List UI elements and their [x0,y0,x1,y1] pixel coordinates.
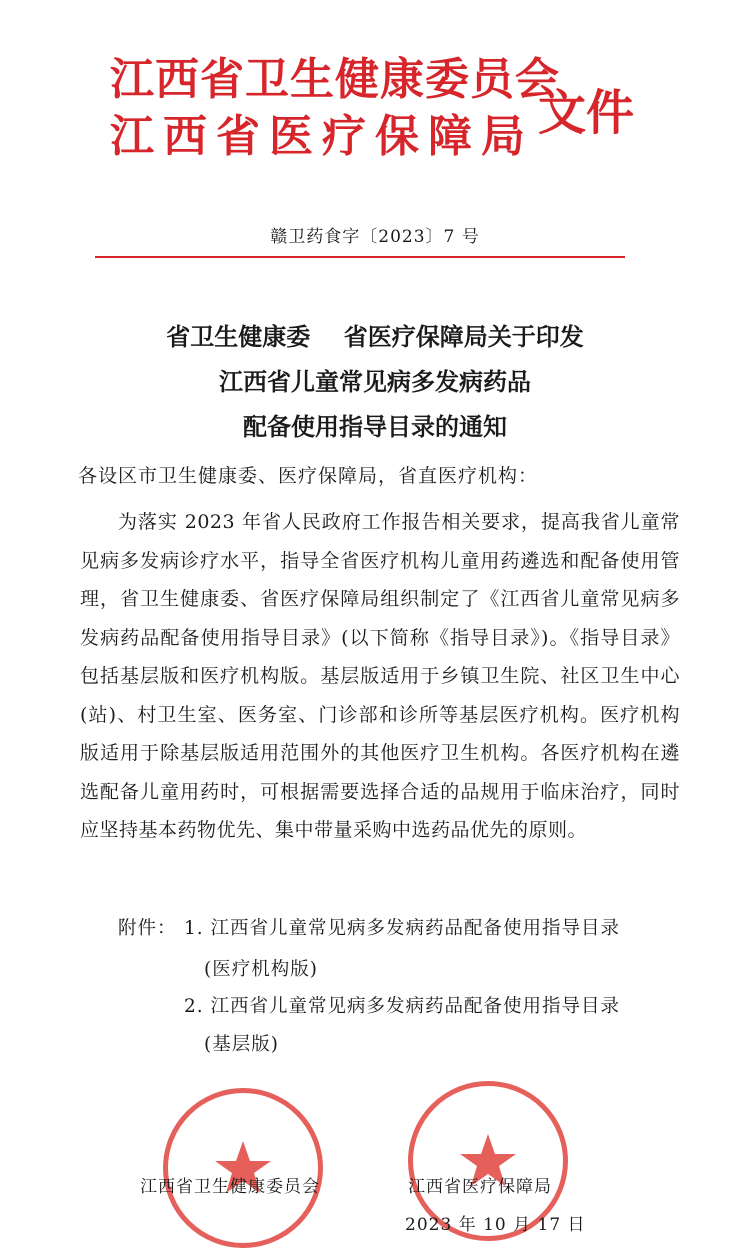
salutation: 各设区市卫生健康委、医疗保障局，省直医疗机构： [78,465,539,487]
issue-date: 2023 年 10 月 17 日 [405,1215,586,1235]
title-line-3: 配备使用指导目录的通知 [243,412,507,441]
header-org-line-1: 江西省卫生健康委员会 [110,54,560,105]
red-divider [95,256,625,258]
signature-org-1: 江西省卫生健康委员会 [140,1177,320,1197]
seal-graphic [168,1093,318,1243]
body-paragraph: 为落实 2023 年省人民政府工作报告相关要求，提高我省儿童常见病多发病诊疗水平，指导全省医疗机构儿童用药遴选和配备使用管理，省卫生健康委、省医疗保障局组织制定了《江西省儿童常见病多发病药品配备使用指导目录》(以下简称《指导目录》)。《指导目录》包括基层版和医疗机构版。基层版适用于乡镇卫生院、社区卫生中心(站)、村卫生室、医务室、门诊部和诊所等基层医疗机构。医疗机构版适用于除基层版适用范围外的其他医疗卫生机构。各医疗机构在遴选配备儿童用药时，可根据需要选择合适的品规用于临床治疗，同时应坚持基本药物优先、集中带量采购中选药品优先的原则。 [80,511,680,841]
header-file-label: 文件 [538,85,635,141]
attachment-item-2-note: (基层版) [204,1034,279,1055]
header-org-line-2: 江西省医疗保障局 [110,111,534,162]
document-number: 赣卫药食字〔2023〕7 号 [270,227,480,247]
attachment-item-2: 2. 江西省儿童常见病多发病药品配备使用指导目录 [184,996,621,1017]
signature-org-2: 江西省医疗保障局 [408,1177,552,1197]
title-line-2: 江西省儿童常见病多发病药品 [219,367,531,396]
attachments-label: 附件： [118,918,177,939]
official-seal-health-commission [163,1088,323,1248]
attachment-item-1: 1. 江西省儿童常见病多发病药品配备使用指导目录 [184,918,621,939]
title-line-1: 省卫生健康委 省医疗保障局关于印发 [166,322,584,351]
attachment-item-1-note: (医疗机构版) [204,959,318,980]
document-title [0,314,750,449]
